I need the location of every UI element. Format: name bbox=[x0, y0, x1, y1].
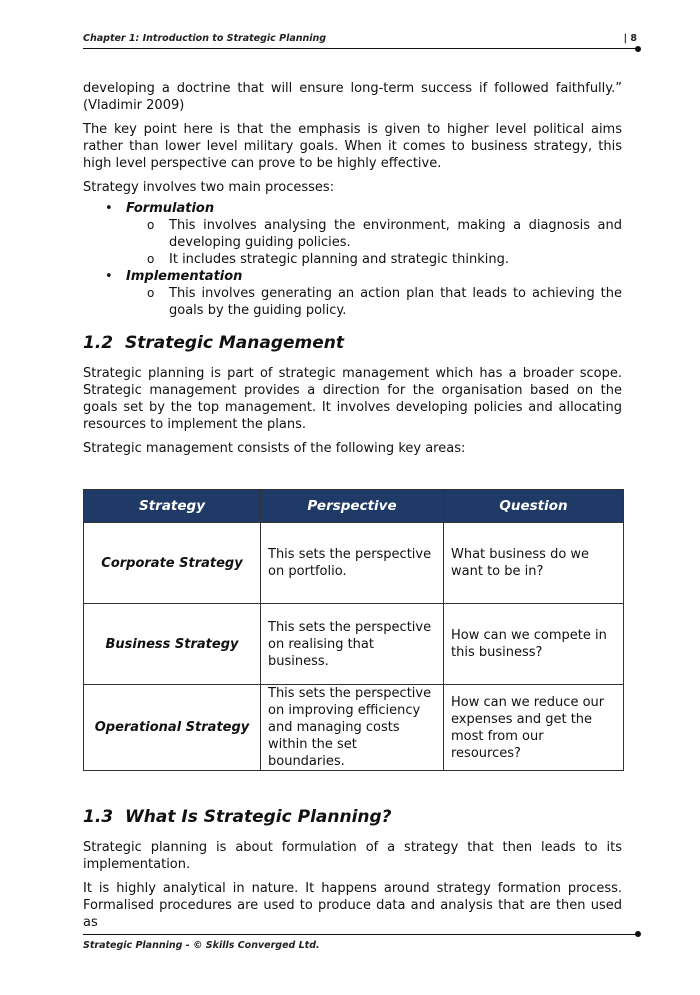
footer-rule bbox=[83, 934, 636, 935]
point-text: This involves analysing the environment, making a diagnosis and developing guiding policies. bbox=[169, 218, 622, 250]
point-text: This involves generating an action plan that leads to achieving the goals by the guiding policy. bbox=[169, 286, 622, 318]
paragraph: Strategic management consists of the following key areas: bbox=[83, 441, 466, 456]
section-title: What Is Strategic Planning? bbox=[125, 807, 392, 827]
list-item bbox=[83, 268, 622, 319]
column-header: Perspective bbox=[261, 490, 444, 523]
table-cell: What business do we want to be in? bbox=[444, 523, 624, 604]
paragraph: Strategy involves two main processes: bbox=[83, 180, 335, 195]
list-item bbox=[83, 200, 622, 268]
paragraph: Strategic planning is about formulation of a strategy that then leads to its implementation. bbox=[83, 840, 622, 872]
section-number: 1.2 bbox=[83, 333, 114, 353]
strategy-table bbox=[83, 489, 624, 771]
page-header bbox=[83, 33, 637, 44]
process-term: Implementation bbox=[126, 269, 243, 284]
section-title: Strategic Management bbox=[125, 333, 345, 353]
list-item bbox=[126, 285, 622, 319]
sub-list bbox=[126, 285, 622, 319]
bullet-icon: • bbox=[105, 269, 113, 284]
footer-rule-dot bbox=[635, 931, 641, 937]
process-term: Formulation bbox=[126, 201, 215, 216]
table-cell: This sets the perspective on realising that business. bbox=[261, 604, 444, 685]
paragraph: The key point here is that the emphasis is given to higher level political aims rather than lower level military goals. When it comes to business strategy, this high level perspective can prove to be highly effective. bbox=[83, 122, 622, 171]
table-cell: Operational Strategy bbox=[84, 685, 261, 771]
paragraph: Strategic planning is part of strategic management which has a broader scope. Strategic management provides a direction for the organisation based on the goals set by the top management. It involves developing policies and allocating resources to implement the plans. bbox=[83, 366, 622, 432]
column-header: Question bbox=[444, 490, 624, 523]
process-list bbox=[83, 200, 622, 319]
table-cell: How can we reduce our expenses and get the most from our resources? bbox=[444, 685, 624, 771]
table-cell: Corporate Strategy bbox=[84, 523, 261, 604]
page-number: | 8 bbox=[623, 33, 637, 44]
chapter-title: Chapter 1: Introduction to Strategic Planning bbox=[83, 33, 327, 44]
table-row bbox=[84, 523, 624, 604]
column-header: Strategy bbox=[84, 490, 261, 523]
section-heading bbox=[83, 333, 622, 353]
section-heading bbox=[83, 807, 622, 827]
page-footer: Strategic Planning - © Skills Converged Ltd. bbox=[83, 940, 320, 951]
table-cell: How can we compete in this business? bbox=[444, 604, 624, 685]
header-rule-dot bbox=[635, 46, 641, 52]
list-item bbox=[126, 217, 622, 251]
table-header-row bbox=[84, 490, 624, 523]
sub-bullet-icon: o bbox=[147, 252, 155, 266]
sub-bullet-icon: o bbox=[147, 286, 155, 300]
table-cell: Business Strategy bbox=[84, 604, 261, 685]
section-number: 1.3 bbox=[83, 807, 114, 827]
page-content bbox=[83, 80, 622, 938]
list-item bbox=[126, 251, 622, 268]
sub-bullet-icon: o bbox=[147, 218, 155, 232]
bullet-icon: • bbox=[105, 201, 113, 216]
paragraph: developing a doctrine that will ensure long-term success if followed faithfully.” (Vladimir 2009) bbox=[83, 81, 622, 113]
table-row bbox=[84, 604, 624, 685]
table-cell: This sets the perspective on portfolio. bbox=[261, 523, 444, 604]
sub-list bbox=[126, 217, 622, 268]
point-text: It includes strategic planning and strategic thinking. bbox=[169, 252, 509, 267]
header-rule bbox=[83, 48, 636, 49]
table-cell: This sets the perspective on improving efficiency and managing costs within the set boundaries. bbox=[261, 685, 444, 771]
paragraph: It is highly analytical in nature. It happens around strategy formation process. Formalised procedures are used to produce data and analysis that are then used as bbox=[83, 881, 622, 930]
table-row bbox=[84, 685, 624, 771]
